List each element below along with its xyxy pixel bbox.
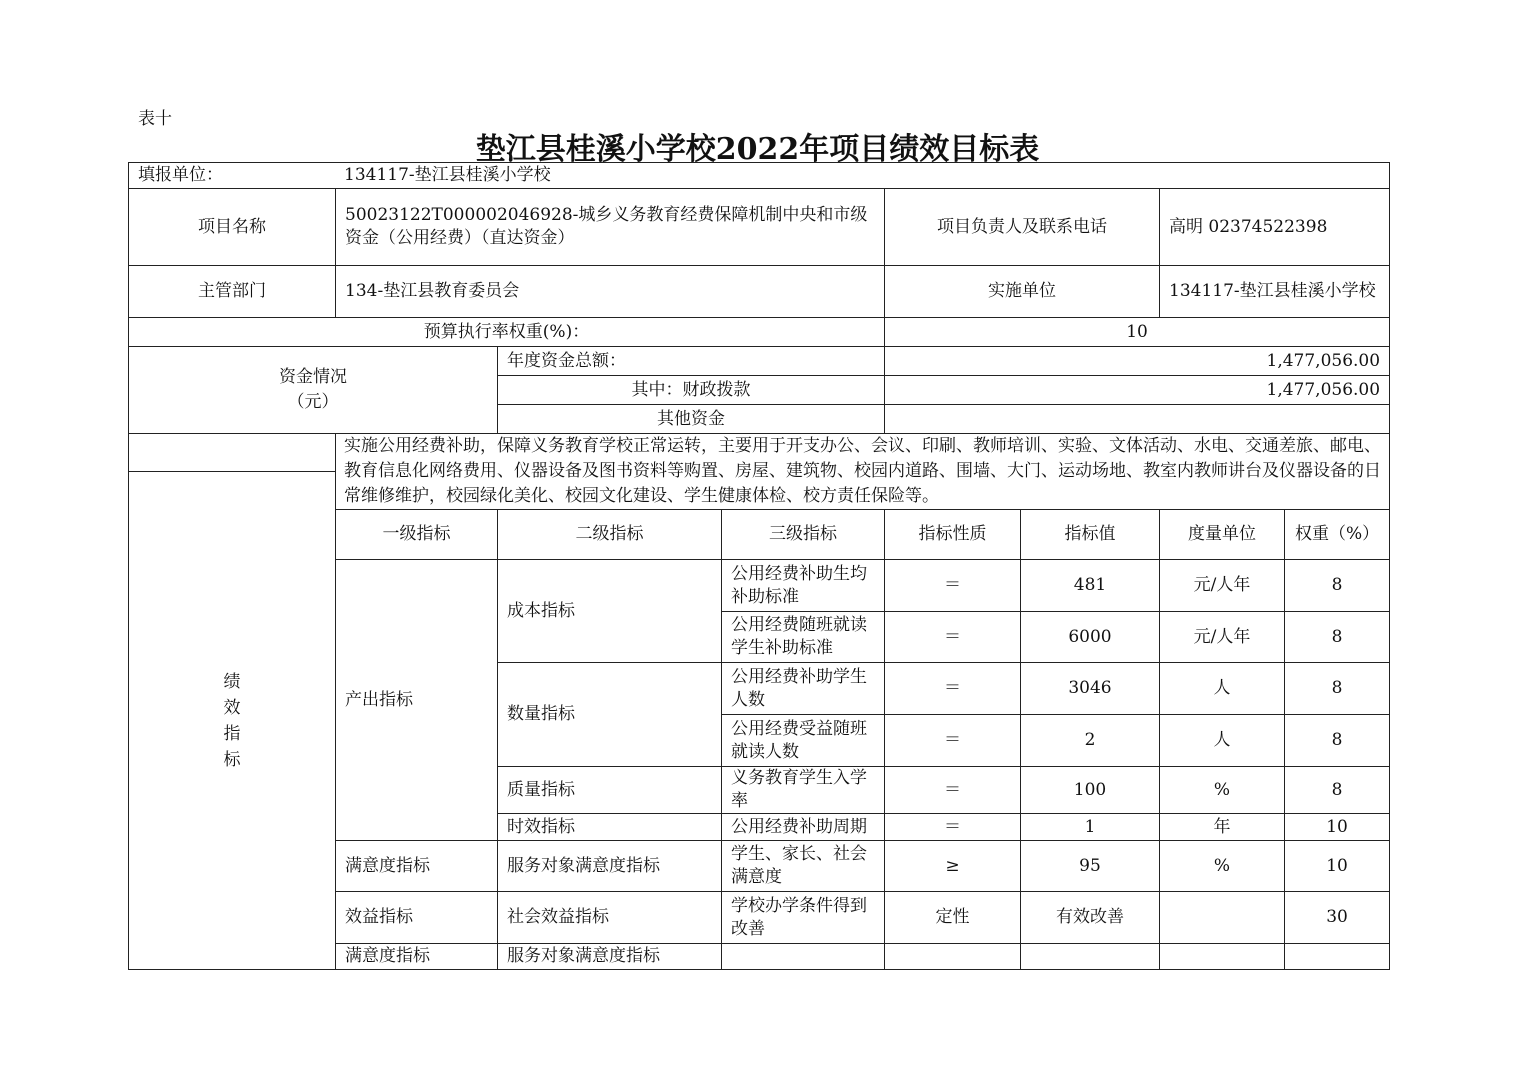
nature-cell: ＝	[885, 560, 1021, 612]
level3-name: 公用经费随班就读学生补助标准	[722, 612, 885, 663]
header-unit: 度量单位	[1160, 510, 1285, 560]
level3-name: 学校办学条件得到改善	[722, 892, 885, 944]
value-cell: 95	[1021, 841, 1160, 892]
level2-quantity: 数量指标	[498, 663, 722, 767]
project-name-value: 50023122T000002046928-城乡义务教育经费保障机制中央和市级资金（公用经费）（直达资金）	[336, 189, 885, 266]
weight-cell: 10	[1285, 814, 1390, 841]
funds-fiscal-value: 1,477,056.00	[885, 376, 1390, 405]
value-cell: 有效改善	[1021, 892, 1160, 944]
budget-weight-value: 10	[885, 318, 1390, 347]
project-name-label: 项目名称	[129, 189, 336, 266]
unit-cell	[1160, 892, 1285, 944]
level3-name: 学生、家长、社会满意度	[722, 841, 885, 892]
performance-table	[128, 162, 1390, 970]
weight-cell: 10	[1285, 841, 1390, 892]
dept-value: 134-垫江县教育委员会	[336, 266, 885, 318]
funds-other-value	[885, 405, 1390, 434]
level3-name: 公用经费补助周期	[722, 814, 885, 841]
weight-cell	[1285, 944, 1390, 970]
value-cell: 1	[1021, 814, 1160, 841]
level3-name: 公用经费补助生均补助标准	[722, 560, 885, 612]
nature-cell: ＝	[885, 663, 1021, 715]
value-cell: 100	[1021, 767, 1160, 814]
level2-service-satisfaction: 服务对象满意度指标	[498, 841, 722, 892]
level1-output: 产出指标	[336, 560, 498, 841]
header-level1: 一级指标	[336, 510, 498, 560]
level3-name: 义务教育学生入学率	[722, 767, 885, 814]
level2-service-satisfaction-2: 服务对象满意度指标	[498, 944, 722, 970]
header-nature	[885, 510, 1021, 560]
weight-cell: 8	[1285, 560, 1390, 612]
goal-blank-cell	[129, 434, 336, 472]
level2-quality: 质量指标	[498, 767, 722, 814]
unit-value: 134117-垫江县桂溪小学校	[344, 165, 551, 185]
goal-description: 实施公用经费补助，保障义务教育学校正常运转，主要用于开支办公、会议、印刷、教师培训、实验、文体活动、水电、交通差旅、邮电、教育信息化网络费用、仪器设备及图书资料等购置、房屋、建筑物、校园内道路、围墙、大门、运动场地、教室内教师讲台及仪器设备的日常维修维护，校园绿化美化、校园文化建设、学生健康体检、校方责任保险等。	[336, 434, 1390, 510]
funds-fiscal-label: 其中：财政拨款	[498, 376, 885, 405]
nature-cell: ＝	[885, 715, 1021, 767]
level3-name: 公用经费受益随班就读人数	[722, 715, 885, 767]
unit-cell: %	[1160, 767, 1285, 814]
table-number: 表十	[138, 109, 172, 129]
unit-cell: 元/人年	[1160, 612, 1285, 663]
unit-cell: 人	[1160, 715, 1285, 767]
impl-value: 134117-垫江县桂溪小学校	[1160, 266, 1390, 318]
funds-other-label: 其他资金	[498, 405, 885, 434]
weight-cell: 8	[1285, 612, 1390, 663]
header-level2: 二级指标	[498, 510, 722, 560]
nature-cell: ＝	[885, 814, 1021, 841]
budget-weight-label: 预算执行率权重(%)：	[129, 318, 885, 347]
level2-timeliness: 时效指标	[498, 814, 722, 841]
value-cell: 481	[1021, 560, 1160, 612]
funds-total-label: 年度资金总额：	[498, 347, 885, 376]
nature-cell	[885, 944, 1021, 970]
nature-cell: ＝	[885, 767, 1021, 814]
header-nature-text: 指标性质	[918, 524, 987, 544]
weight-cell: 8	[1285, 767, 1390, 814]
weight-cell: 8	[1285, 715, 1390, 767]
value-cell: 2	[1021, 715, 1160, 767]
level3-name: 公用经费补助学生人数	[722, 663, 885, 715]
funds-total-value: 1,477,056.00	[885, 347, 1390, 376]
reporting-unit-row	[129, 163, 1390, 189]
level1-satisfaction-2: 满意度指标	[336, 944, 498, 970]
weight-cell: 8	[1285, 663, 1390, 715]
level1-satisfaction: 满意度指标	[336, 841, 498, 892]
header-value: 指标值	[1021, 510, 1160, 560]
header-level3: 三级指标	[722, 510, 885, 560]
nature-cell: 定性	[885, 892, 1021, 944]
page-title: 垫江县桂溪小学校2022年项目绩效目标表	[475, 132, 1040, 167]
header-weight: 权重（%）	[1285, 510, 1390, 560]
unit-cell: %	[1160, 841, 1285, 892]
level2-cost: 成本指标	[498, 560, 722, 663]
level1-benefit: 效益指标	[336, 892, 498, 944]
unit-cell	[1160, 944, 1285, 970]
unit-cell: 年	[1160, 814, 1285, 841]
indicators-section-text: 绩效指标	[223, 671, 241, 770]
funds-label-text: 资金情况（元）	[279, 367, 347, 412]
value-cell: 3046	[1021, 663, 1160, 715]
dept-label: 主管部门	[129, 266, 336, 318]
impl-label: 实施单位	[885, 266, 1160, 318]
contact-label: 项目负责人及联系电话	[885, 189, 1160, 266]
value-cell	[1021, 944, 1160, 970]
indicators-section-label	[129, 472, 336, 970]
nature-cell: ＝	[885, 612, 1021, 663]
level3-name	[722, 944, 885, 970]
funds-label	[129, 347, 498, 434]
contact-value: 高明 02374522398	[1160, 189, 1390, 266]
level2-social-benefit: 社会效益指标	[498, 892, 722, 944]
nature-cell: ≥	[885, 841, 1021, 892]
unit-cell: 人	[1160, 663, 1285, 715]
unit-label: 填报单位：	[138, 165, 223, 185]
weight-cell: 30	[1285, 892, 1390, 944]
unit-cell: 元/人年	[1160, 560, 1285, 612]
value-cell: 6000	[1021, 612, 1160, 663]
